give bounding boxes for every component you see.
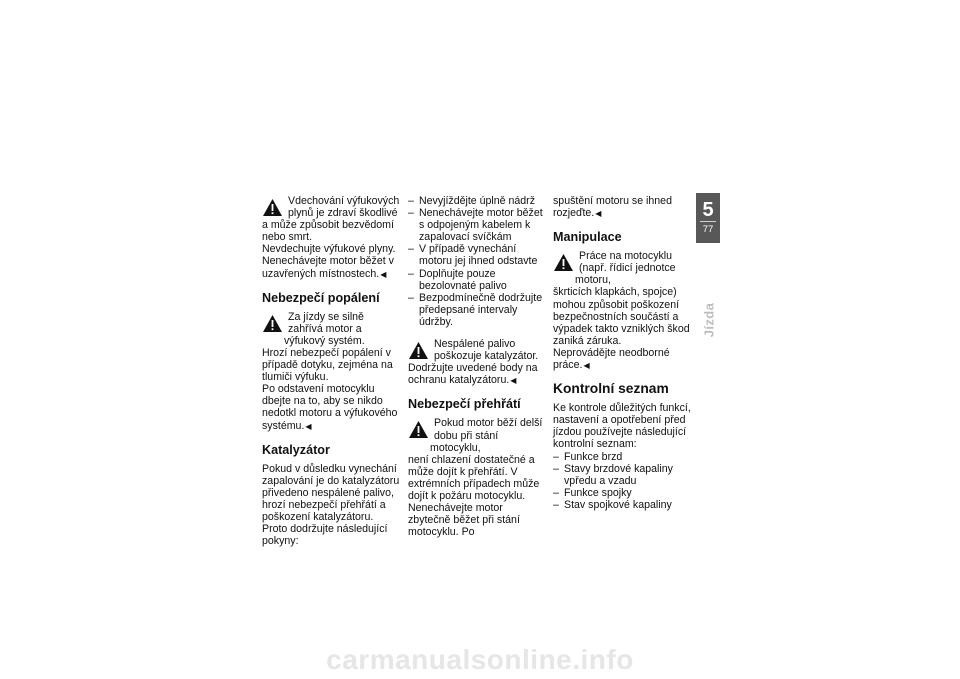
warning-instruction: Neprovádějte neodborné práce.◀ (553, 346, 670, 372)
warning-text: není chlazení dostatečné a může dojít k přehřátí. V extrémních případech může dojít k požáru motocyklu. (408, 453, 540, 502)
divider (700, 221, 716, 222)
heading-checklist: Kontrolní seznam (553, 381, 669, 397)
warning-triangle-icon (553, 253, 574, 272)
warning-instruction: Nevdechujte výfukové plyny. Nenechávejte motor běžet v uzavřených místnostech.◀ (262, 243, 396, 280)
warning-text: Hrozí nebezpečí popálení v případě dotyku, zejména na tlumiči výfuku. (262, 346, 393, 384)
paragraph: Proto dodržujte následující pokyny: (262, 523, 388, 548)
heading-overheat-danger: Nebezpečí přehřátí (408, 397, 521, 412)
warning-text: Pokud motor běží delší dobu při stání motocyklu, (430, 417, 543, 454)
list-item: – Doplňujte pouze bezolovnaté palivo (408, 268, 546, 292)
warning-burn (262, 311, 400, 347)
chapter-tab (696, 193, 720, 243)
warning-unburnt-fuel (408, 338, 546, 362)
warning-instruction: Po odstavení motocyklu dbejte na to, aby se nikdo nedotkl motoru a výfukového systému.◀ (262, 383, 398, 432)
warning-instruction: Dodržujte uvedené body na ochranu katalyzátoru.◀ (408, 362, 538, 387)
list-item: – Stav spojkové kapaliny (553, 499, 691, 511)
warning-text: a může způsobit bezvědomí nebo smrt. (262, 219, 394, 244)
column-2 (408, 195, 546, 538)
warning-triangle-icon (408, 341, 429, 360)
list-item: – Nenechávejte motor běžet s odpojeným kabelem k zapalovací svíčkám (408, 207, 546, 243)
end-marker-icon: ◀ (510, 376, 517, 386)
warning-triangle-icon (408, 420, 429, 439)
catalyst-rules-list (408, 195, 546, 328)
warning-triangle-icon (262, 198, 283, 217)
list-item: – Bezpodmínečně dodržujte předepsané intervaly údržby. (408, 292, 546, 328)
paragraph: Pokud v důsledku vynechání zapalování je do katalyzátoru přivedeno nespálené palivo, hrozí nebezpečí přehřátí a poškození katalyzátoru. (262, 462, 400, 523)
end-marker-icon: ◀ (583, 361, 590, 371)
column-1 (262, 195, 400, 547)
warning-text: Nespálené palivo poškozuje katalyzátor. (434, 338, 539, 363)
heading-catalyst: Katalyzátor (262, 442, 330, 457)
warning-exhaust-gas (262, 195, 400, 219)
watermark: carmanualsonline.info (326, 644, 634, 675)
list-item: – Funkce brzd (553, 451, 691, 463)
end-marker-icon: ◀ (380, 269, 387, 279)
heading-manipulation: Manipulace (553, 230, 622, 245)
warning-instruction-continued: spuštění motoru se ihned rozjeďte.◀ (553, 195, 672, 220)
section-label (697, 290, 721, 350)
page-number: 77 (702, 224, 714, 235)
warning-instruction: Nenechávejte motor zbytečně běžet při stání motocyklu. Po (408, 502, 520, 539)
paragraph: Ke kontrole důležitých funkcí, nastavení a opotřebení před jízdou používejte následující kontrolní seznam: (553, 402, 691, 451)
end-marker-icon: ◀ (595, 209, 602, 219)
section-label-text: Jízda (701, 302, 717, 338)
warning-text: škrticích klapkách, spojce) mohou způsobit poškození bezpečnostních součástí a výpadek takto vzniklých škod zaniká záruka. (553, 286, 690, 347)
end-marker-icon: ◀ (305, 421, 312, 431)
warning-text: Za jízdy se silně zahřívá motor a výfukový systém. (284, 310, 365, 347)
warning-manipulation (553, 250, 691, 286)
checklist (553, 451, 691, 511)
warning-text: Práce na motocyklu (např. řídicí jednotce motoru, (575, 250, 676, 287)
list-item: – V případě vynechání motoru jej ihned odstavte (408, 243, 546, 267)
list-item: – Funkce spojky (553, 487, 691, 499)
column-3 (553, 195, 691, 511)
list-item: – Stavy brzdové kapaliny vpředu a vzadu (553, 463, 691, 487)
warning-text: Vdechování výfukových plynů je zdraví škodlivé (288, 195, 400, 220)
warning-triangle-icon (262, 314, 283, 333)
heading-burn-danger: Nebezpečí popálení (262, 290, 380, 305)
chapter-number: 5 (702, 199, 714, 221)
list-item: – Nevyjíždějte úplně nádrž (408, 195, 546, 207)
warning-overheat (408, 417, 546, 453)
